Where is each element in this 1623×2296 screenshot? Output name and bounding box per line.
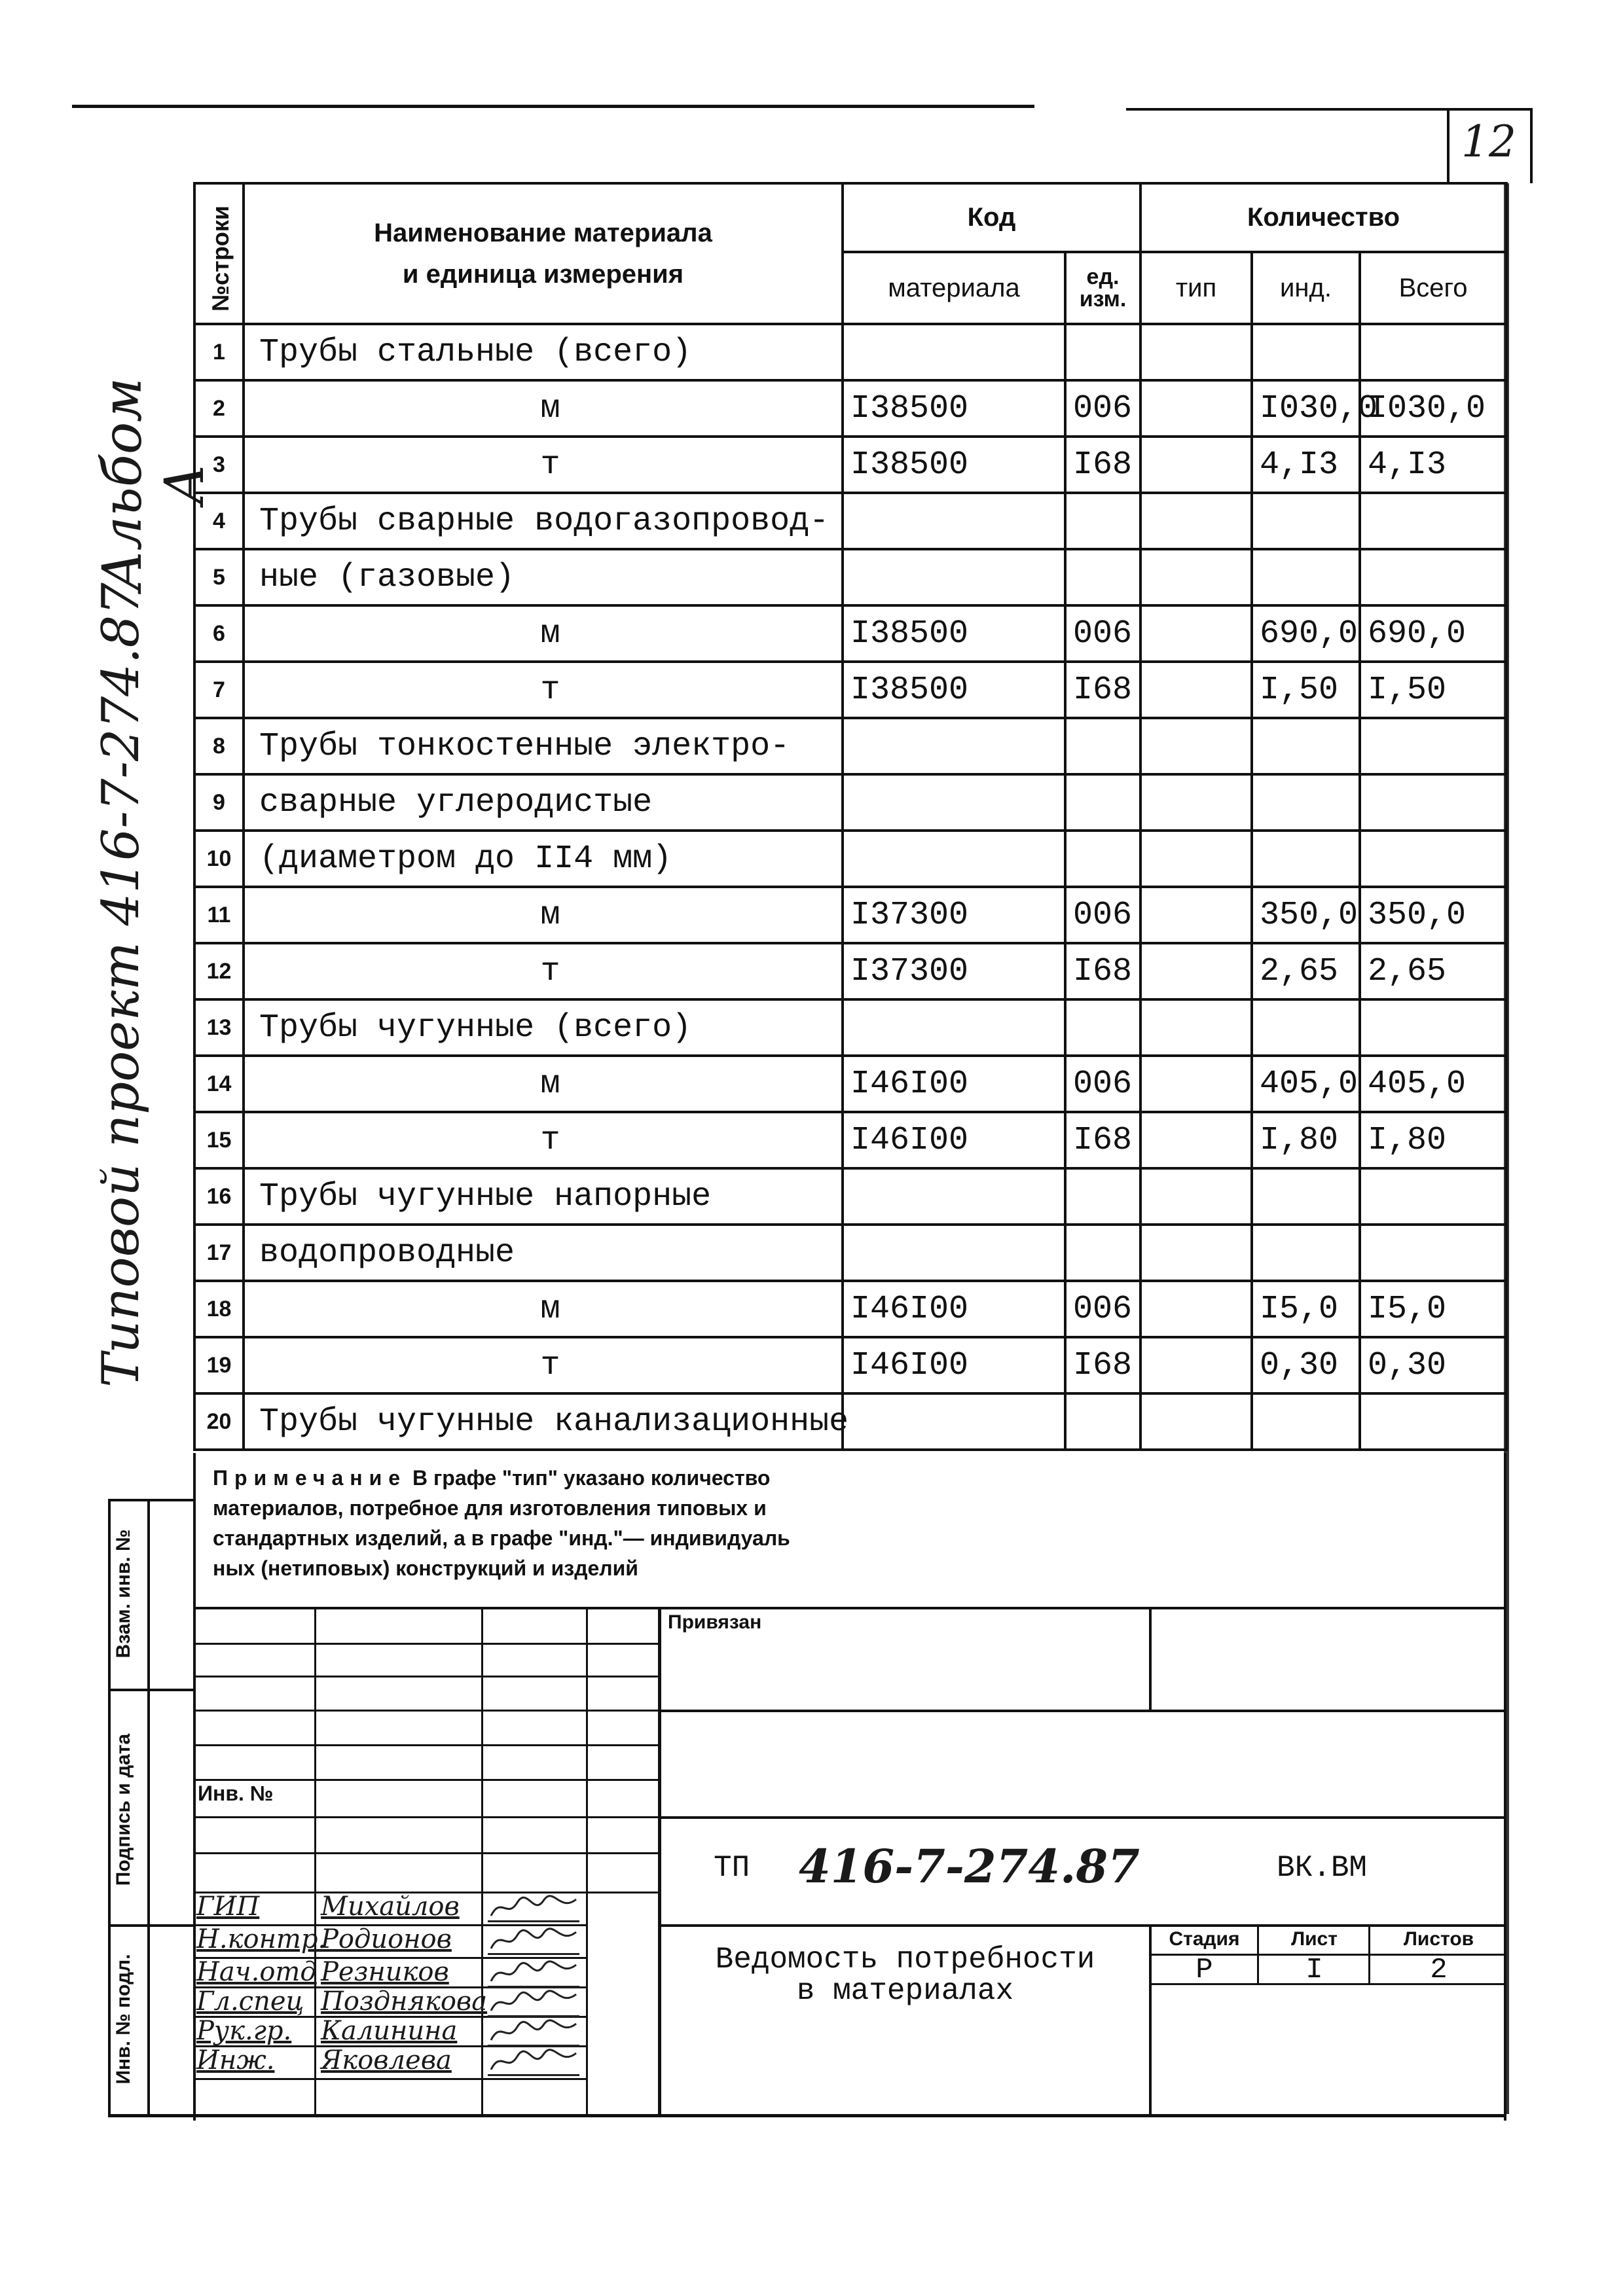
material-code	[843, 718, 1065, 774]
stamp-divider-main	[658, 1607, 661, 2117]
material-name: м	[244, 887, 843, 943]
qty-ind	[1252, 493, 1360, 549]
signature-role: ГИП	[196, 1892, 260, 1922]
unit-code	[1065, 1225, 1140, 1281]
qty-total	[1360, 1393, 1506, 1450]
signature-name: Родионов	[321, 1924, 452, 1954]
header-name: Наименование материала и единица измерения	[244, 183, 843, 324]
row-number: 12	[194, 943, 244, 999]
signature-mark	[488, 1958, 579, 1988]
table-row	[194, 1337, 1506, 1393]
note-line4: ных (нетиповых) конструкций и изделий	[213, 1556, 638, 1580]
top-border-left	[72, 105, 1034, 108]
qty-total	[1360, 774, 1506, 831]
signature-name: Михайлов	[321, 1892, 460, 1922]
unit-code	[1065, 999, 1140, 1056]
material-name: м	[244, 1056, 843, 1112]
row-number: 1	[194, 324, 244, 380]
material-code	[843, 549, 1065, 605]
sig-hline	[193, 1643, 658, 1645]
table-row	[194, 831, 1506, 887]
qty-type	[1140, 380, 1252, 437]
unit-code: I68	[1065, 943, 1140, 999]
qty-total	[1360, 831, 1506, 887]
material-code	[843, 774, 1065, 831]
sig-hline	[193, 1744, 658, 1746]
qty-ind	[1252, 831, 1360, 887]
table-row	[194, 662, 1506, 718]
qty-ind: I,50	[1252, 662, 1360, 718]
qty-type	[1140, 437, 1252, 493]
material-code: I46I00	[843, 1281, 1065, 1337]
materials-table	[193, 182, 1508, 1451]
row-number: 14	[194, 1056, 244, 1112]
table-row	[194, 718, 1506, 774]
stamp-stage-vline1	[1257, 1924, 1259, 1984]
qty-type	[1140, 943, 1252, 999]
header-total: Всего	[1360, 252, 1506, 324]
table-row	[194, 887, 1506, 943]
header-ind: инд.	[1252, 252, 1360, 324]
qty-ind: 4,I3	[1252, 437, 1360, 493]
material-name: Трубы тонкостенные электро-	[244, 718, 843, 774]
qty-type	[1140, 605, 1252, 662]
qty-ind	[1252, 999, 1360, 1056]
note-label: Примечание	[213, 1466, 407, 1490]
page-number-box-left	[1447, 108, 1450, 183]
inv-no-label: Инв. №	[198, 1782, 274, 1805]
qty-type	[1140, 1393, 1252, 1450]
qty-type	[1140, 1337, 1252, 1393]
material-code: I38500	[843, 437, 1065, 493]
qty-type	[1140, 1112, 1252, 1168]
material-code	[843, 1225, 1065, 1281]
row-number: 13	[194, 999, 244, 1056]
qty-total	[1360, 493, 1506, 549]
margin-vzam: Взам. инв. №	[113, 1529, 134, 1659]
row-number: 15	[194, 1112, 244, 1168]
unit-code: I68	[1065, 662, 1140, 718]
qty-total: I,80	[1360, 1112, 1506, 1168]
table-row	[194, 999, 1506, 1056]
material-code	[843, 1393, 1065, 1450]
qty-total	[1360, 718, 1506, 774]
frame-left	[193, 1453, 196, 2121]
qty-type	[1140, 718, 1252, 774]
signature-mark	[488, 2017, 579, 2047]
privyazan-label: Привязан	[668, 1611, 762, 1633]
unit-code: I68	[1065, 1112, 1140, 1168]
row-number: 20	[194, 1393, 244, 1450]
top-border-right	[1126, 108, 1532, 111]
header-material: материала	[843, 252, 1065, 324]
qty-ind	[1252, 1393, 1360, 1450]
qty-total: 690,0	[1360, 605, 1506, 662]
page-number: 12	[1461, 117, 1516, 167]
sheets-value: 2	[1430, 1954, 1448, 1986]
qty-ind: I,80	[1252, 1112, 1360, 1168]
material-name: водопроводные	[244, 1225, 843, 1281]
frame-bottom	[108, 2114, 1506, 2117]
header-code: Код	[843, 183, 1140, 252]
stage-value: Р	[1195, 1954, 1213, 1986]
qty-type	[1140, 549, 1252, 605]
qty-type	[1140, 1225, 1252, 1281]
stamp-hline-code-bottom	[658, 1924, 1506, 1927]
qty-ind	[1252, 1225, 1360, 1281]
material-code	[843, 493, 1065, 549]
stage-label: Стадия	[1169, 1928, 1240, 1950]
stamp-stage-vline2	[1368, 1924, 1370, 1984]
table-row	[194, 1056, 1506, 1112]
sig-vline2	[481, 1607, 483, 2117]
qty-total: 4,I3	[1360, 437, 1506, 493]
header-unit-code: ед. изм.	[1065, 252, 1140, 324]
qty-ind	[1252, 324, 1360, 380]
material-name: (диаметром до II4 мм)	[244, 831, 843, 887]
material-code: I38500	[843, 605, 1065, 662]
qty-total: 405,0	[1360, 1056, 1506, 1112]
table-row	[194, 549, 1506, 605]
qty-total	[1360, 999, 1506, 1056]
material-name: Трубы стальные (всего)	[244, 324, 843, 380]
stamp-divider-privyaz	[1149, 1607, 1152, 1712]
signature-role: Инж.	[196, 2045, 275, 2075]
row-number: 9	[194, 774, 244, 831]
qty-type	[1140, 887, 1252, 943]
unit-code	[1065, 549, 1140, 605]
sheet-label: Лист	[1291, 1928, 1338, 1950]
signature-role: Рук.гр.	[196, 2016, 292, 2046]
signature-mark	[488, 1926, 579, 1955]
row-number: 4	[194, 493, 244, 549]
material-code: I46I00	[843, 1056, 1065, 1112]
unit-code: 006	[1065, 887, 1140, 943]
table-row	[194, 605, 1506, 662]
material-name: м	[244, 380, 843, 437]
qty-ind: I5,0	[1252, 1281, 1360, 1337]
signature-name: Калинина	[321, 2016, 458, 2046]
material-code: I38500	[843, 662, 1065, 718]
doc-mark: ВК.ВМ	[1277, 1851, 1368, 1885]
signature-role: Гл.спец	[196, 1986, 304, 2017]
row-number: 19	[194, 1337, 244, 1393]
table-row	[194, 493, 1506, 549]
margin-strip-left	[108, 1499, 111, 2114]
unit-code: I68	[1065, 1337, 1140, 1393]
material-name: м	[244, 605, 843, 662]
material-code	[843, 324, 1065, 380]
qty-total: I030,0	[1360, 380, 1506, 437]
material-code: I37300	[843, 943, 1065, 999]
note-line2: материалов, потребное для изготовления типовых и	[213, 1496, 767, 1520]
table-row	[194, 1112, 1506, 1168]
material-name: Трубы чугунные канализационные	[244, 1393, 843, 1450]
qty-type	[1140, 774, 1252, 831]
doc-title-line2: в материалах	[796, 1974, 1014, 2008]
row-number: 8	[194, 718, 244, 774]
row-number: 18	[194, 1281, 244, 1337]
qty-ind: 405,0	[1252, 1056, 1360, 1112]
qty-total	[1360, 549, 1506, 605]
qty-total: 0,30	[1360, 1337, 1506, 1393]
sig-hline	[193, 2078, 586, 2080]
material-code	[843, 1168, 1065, 1225]
signature-name: Позднякова	[321, 1986, 488, 2017]
table-row	[194, 1225, 1506, 1281]
unit-code	[1065, 774, 1140, 831]
material-name: Трубы сварные водогазопровод-	[244, 493, 843, 549]
table-row	[194, 437, 1506, 493]
unit-code: I68	[1065, 437, 1140, 493]
material-name: Трубы чугунные (всего)	[244, 999, 843, 1056]
margin-inv-podl: Инв. № подл.	[113, 1954, 134, 2085]
unit-code	[1065, 493, 1140, 549]
material-code	[843, 999, 1065, 1056]
material-code: I46I00	[843, 1112, 1065, 1168]
qty-ind	[1252, 549, 1360, 605]
margin-strip-right	[147, 1499, 150, 2114]
header-qty: Количество	[1140, 183, 1506, 252]
tp-label: ТП	[714, 1851, 750, 1885]
note-line1: В графе "тип" указано количество	[407, 1466, 771, 1490]
qty-ind: 350,0	[1252, 887, 1360, 943]
material-name: т	[244, 1112, 843, 1168]
qty-total: I,50	[1360, 662, 1506, 718]
table-row	[194, 1393, 1506, 1450]
sheets-label: Листов	[1403, 1928, 1474, 1950]
row-number: 17	[194, 1225, 244, 1281]
side-label-album: Альбом А	[92, 377, 216, 592]
header-row-no: №строки	[194, 183, 244, 324]
qty-ind: I030,0	[1252, 380, 1360, 437]
row-number: 6	[194, 605, 244, 662]
qty-ind: 0,30	[1252, 1337, 1360, 1393]
material-name: т	[244, 662, 843, 718]
sig-hline	[193, 1779, 658, 1781]
qty-type	[1140, 493, 1252, 549]
material-name: т	[244, 437, 843, 493]
unit-code	[1065, 718, 1140, 774]
row-number: 7	[194, 662, 244, 718]
material-name: т	[244, 943, 843, 999]
qty-type	[1140, 1281, 1252, 1337]
doc-title-line1: Ведомость потребности	[715, 1943, 1095, 1977]
material-name: ные (газовые)	[244, 549, 843, 605]
qty-ind	[1252, 774, 1360, 831]
material-code: I38500	[843, 380, 1065, 437]
unit-code: 006	[1065, 1056, 1140, 1112]
frame-right	[1504, 1453, 1506, 2121]
qty-type	[1140, 999, 1252, 1056]
sig-hline	[193, 1676, 658, 1677]
header-type: тип	[1140, 252, 1252, 324]
signature-role: Нач.отд	[196, 1957, 317, 1987]
page-number-box-right	[1530, 108, 1533, 183]
signature-mark	[488, 1893, 579, 1922]
qty-ind	[1252, 1168, 1360, 1225]
material-name: т	[244, 1337, 843, 1393]
sig-hline	[193, 1710, 658, 1712]
table-row	[194, 324, 1506, 380]
qty-type	[1140, 831, 1252, 887]
qty-type	[1140, 662, 1252, 718]
side-label-project: Типовой проект 416-7-274.87	[92, 583, 151, 1388]
signature-name: Резников	[321, 1957, 449, 1987]
sig-vline1	[314, 1607, 316, 2117]
note-line3: стандартных изделий, а в графе "инд."— индивидуаль	[213, 1526, 790, 1550]
qty-total	[1360, 324, 1506, 380]
sig-hline	[193, 1852, 658, 1854]
material-code	[843, 831, 1065, 887]
stamp-hline-code-top	[658, 1816, 1506, 1819]
unit-code	[1065, 1168, 1140, 1225]
margin-podpis: Подпись и дата	[113, 1733, 134, 1886]
stamp-top	[193, 1607, 1506, 1609]
qty-type	[1140, 1168, 1252, 1225]
unit-code: 006	[1065, 605, 1140, 662]
qty-ind	[1252, 718, 1360, 774]
material-code: I37300	[843, 887, 1065, 943]
qty-total	[1360, 1168, 1506, 1225]
row-number: 10	[194, 831, 244, 887]
material-name: Трубы чугунные напорные	[244, 1168, 843, 1225]
unit-code: 006	[1065, 380, 1140, 437]
qty-total	[1360, 1225, 1506, 1281]
stamp-hline-privyaz	[658, 1710, 1506, 1712]
unit-code	[1065, 1393, 1140, 1450]
row-number: 11	[194, 887, 244, 943]
qty-ind: 690,0	[1252, 605, 1360, 662]
signature-role: Н.контр.	[196, 1924, 327, 1954]
qty-type	[1140, 324, 1252, 380]
material-code: I46I00	[843, 1337, 1065, 1393]
sheet-value: I	[1305, 1954, 1323, 1986]
sig-hline	[193, 1816, 658, 1818]
row-number: 5	[194, 549, 244, 605]
signature-mark	[488, 2047, 579, 2076]
qty-type	[1140, 1056, 1252, 1112]
row-number: 2	[194, 380, 244, 437]
signature-name: Яковлева	[321, 2045, 452, 2075]
unit-code	[1065, 831, 1140, 887]
qty-ind: 2,65	[1252, 943, 1360, 999]
table-row	[194, 943, 1506, 999]
table-row	[194, 774, 1506, 831]
qty-total: 2,65	[1360, 943, 1506, 999]
material-name: сварные углеродистые	[244, 774, 843, 831]
project-code: 416-7-274.87	[799, 1839, 1140, 1893]
qty-total: I5,0	[1360, 1281, 1506, 1337]
table-row	[194, 380, 1506, 437]
signature-mark	[488, 1988, 579, 2017]
note-block	[213, 1463, 1260, 1583]
doc-title	[661, 1944, 1149, 2007]
row-number: 3	[194, 437, 244, 493]
material-name: м	[244, 1281, 843, 1337]
unit-code: 006	[1065, 1281, 1140, 1337]
unit-code	[1065, 324, 1140, 380]
row-number: 16	[194, 1168, 244, 1225]
table-row	[194, 1281, 1506, 1337]
sig-vline3	[586, 1607, 588, 2117]
table-row	[194, 1168, 1506, 1225]
qty-total: 350,0	[1360, 887, 1506, 943]
